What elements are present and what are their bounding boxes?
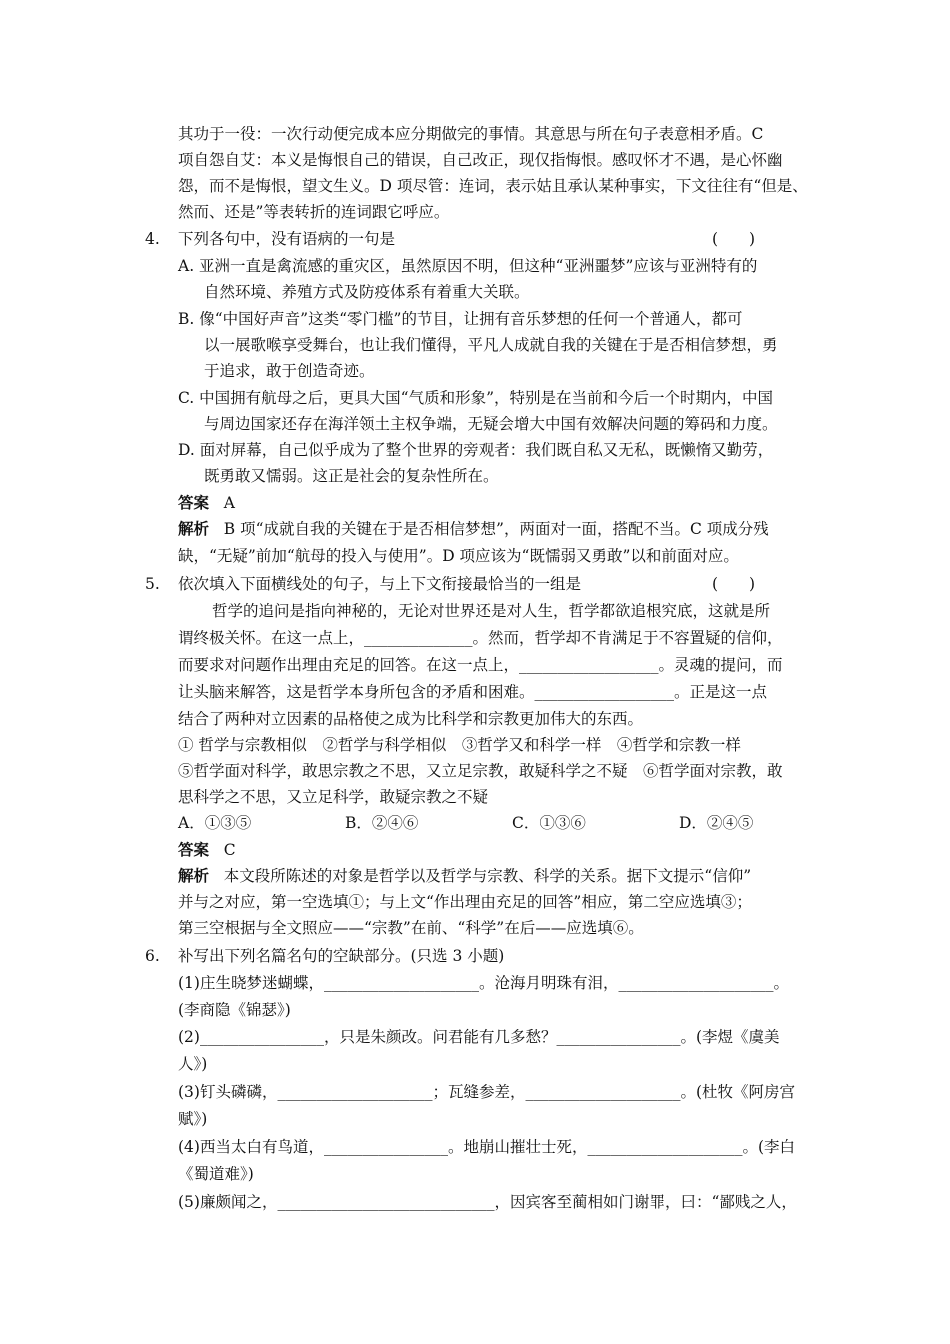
q5-answer <box>178 840 236 860</box>
q6-item-4-cont: 《蜀道难》) <box>178 1165 254 1183</box>
analysis-text: B 项“成就自我的关键在于是否相信梦想”，两面对一面，搭配不当。C 项成分残 <box>223 520 769 538</box>
answer-value: A <box>223 494 235 512</box>
q5-analysis <box>178 866 751 886</box>
q4-analysis <box>178 519 769 539</box>
q5-passage-line: 结合了两种对立因素的品格使之成为比科学和宗教更加伟大的东西。 <box>178 710 644 728</box>
q5-option-c: C．①③⑥ <box>512 814 586 832</box>
answer-value: C <box>223 841 236 859</box>
q5-choices-line: 思科学之不思，又立足科学，敢疑宗教之不疑 <box>178 788 489 806</box>
q4-option-a: A. 亚洲一直是禽流感的重灾区，虽然原因不明，但这种“亚洲噩梦”应该与亚洲特有的 <box>178 257 758 275</box>
q6-item-1-cont: (李商隐《锦瑟》) <box>178 1001 291 1019</box>
q4-answer <box>178 493 235 513</box>
q5-option-d: D．②④⑤ <box>679 814 754 832</box>
analysis-text: 本文段所陈述的对象是哲学以及哲学与宗教、科学的关系。据下文提示“信仰” <box>223 867 752 885</box>
q4-option-a-cont: 自然环境、养殖方式及防疫体系有着重大关联。 <box>204 283 530 301</box>
intro-line: 然而、还是”等表转折的连词跟它呼应。 <box>178 203 450 221</box>
q4-option-b: B. 像“中国好声音”这类“零门槛”的节目，让拥有音乐梦想的任何一个普通人，都可 <box>178 310 743 328</box>
q4-option-c: C. 中国拥有航母之后，更具大国“气质和形象”，特别是在当前和今后一个时期内，中国 <box>178 389 774 407</box>
question-5-answer-blank: ( ) <box>712 575 756 593</box>
answer-label: 答案 <box>178 840 210 859</box>
q5-analysis-cont: 并与之对应，第一空选填①；与上文“作出理由充足的回答”相应，第二空应选填③； <box>178 893 752 911</box>
q5-analysis-cont: 第三空根据与全文照应——“宗教”在前、“科学”在后——应选填⑥。 <box>178 919 644 937</box>
answer-label: 答案 <box>178 493 210 512</box>
q6-item-3-cont: 赋》) <box>178 1110 208 1128</box>
q6-item-2: (2)________________，只是朱颜改。问君能有几多愁？________________。(李煜《虞美 <box>178 1028 780 1046</box>
intro-line: 怨，而不是悔恨，望文生义。D 项尽管：连词，表示姑且承认某种事实，下文往往有“但是、 <box>178 177 808 195</box>
analysis-label: 解析 <box>178 519 210 538</box>
question-6-number: 6. <box>145 947 160 965</box>
q5-choices-line: ① 哲学与宗教相似 ②哲学与科学相似 ③哲学又和科学一样 ④哲学和宗教一样 <box>178 736 741 754</box>
intro-line: 其功于一役：一次行动便完成本应分期做完的事情。其意思与所在句子表意相矛盾。C <box>178 125 764 143</box>
question-4-stem: 下列各句中，没有语病的一句是 <box>178 230 396 248</box>
q4-analysis-cont: 缺，“无疑”前加“航母的投入与使用”。D 项应该为“既懦弱又勇敢”以和前面对应。 <box>178 547 739 565</box>
q5-passage-line: 让头脑来解答，这是哲学本身所包含的矛盾和困难。__________________。正是这一点 <box>178 683 768 701</box>
q4-option-d: D. 面对屏幕，自己似乎成为了整个世界的旁观者：我们既自私又无私，既懒惰又勤劳， <box>178 441 774 459</box>
q5-passage-line: 哲学的追问是指向神秘的，无论对世界还是对人生，哲学都欲追根究底，这就是所 <box>212 602 771 620</box>
analysis-label: 解析 <box>178 866 210 885</box>
question-4-answer-blank: ( ) <box>712 230 756 248</box>
question-5-stem: 依次填入下面横线处的句子，与上下文衔接最恰当的一组是 <box>178 575 582 593</box>
q5-choices-line: ⑤哲学面对科学，敢思宗教之不思，又立足宗教，敢疑科学之不疑 ⑥哲学面对宗教，敢 <box>178 762 783 780</box>
intro-line: 项自怨自艾：本义是悔恨自己的错误，自己改正，现仅指悔恨。感叹怀才不遇，是心怀幽 <box>178 151 783 169</box>
q4-option-b-cont: 于追求，敢于创造奇迹。 <box>204 362 375 380</box>
q4-option-b-cont: 以一展歌喉享受舞台，也让我们懂得，平凡人成就自我的关键在于是否相信梦想，勇 <box>204 336 778 354</box>
question-6-stem: 补写出下列名篇名句的空缺部分。(只选 3 小题) <box>178 947 505 965</box>
q5-passage-line: 而要求对问题作出理由充足的回答。在这一点上，__________________。灵魂的提问，而 <box>178 656 783 674</box>
q4-option-c-cont: 与周边国家还存在海洋领土主权争端，无疑会增大中国有效解决问题的筹码和力度。 <box>204 415 778 433</box>
q4-option-d-cont: 既勇敢又懦弱。这正是社会的复杂性所在。 <box>204 467 499 485</box>
q5-passage-line: 谓终极关怀。在这一点上，______________。然而，哲学却不肯满足于不容置疑的信仰， <box>178 629 783 647</box>
q6-item-4: (4)西当太白有鸟道，________________。地崩山摧壮士死，____________________。(李白 <box>178 1138 796 1156</box>
q6-item-1: (1)庄生晓梦迷蝴蝶，____________________。沧海月明珠有泪，____________________。 <box>178 974 789 992</box>
q6-item-5: (5)廉颇闻之，____________________________，因宾客至蔺相如门谢罪，曰：“鄙贱之人， <box>178 1193 797 1211</box>
q6-item-3: (3)钉头磷磷，____________________；瓦缝参差，____________________。(杜牧《阿房宫 <box>178 1083 796 1101</box>
q6-item-2-cont: 人》) <box>178 1055 208 1073</box>
question-5-number: 5. <box>145 575 160 593</box>
question-4-number: 4. <box>145 230 160 248</box>
q5-option-b: B．②④⑥ <box>345 814 419 832</box>
q5-option-a: A．①③⑤ <box>178 814 252 832</box>
